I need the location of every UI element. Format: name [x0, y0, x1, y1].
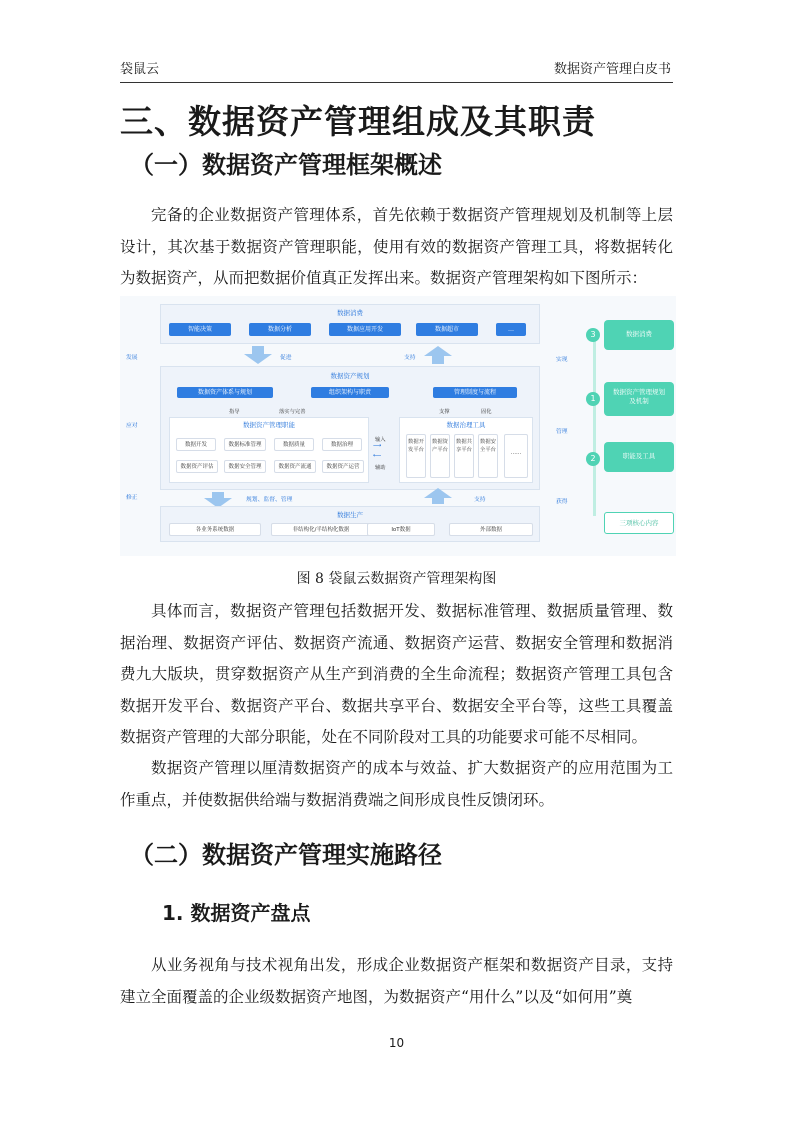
up-arrow-stem: [432, 498, 444, 504]
paragraph-2: 具体而言，数据资产管理包括数据开发、数据标准管理、数据质量管理、数据治理、数据资产评估、数据资产流通、数据资产运营、数据安全管理和数据消费九大版块，贯穿数据资产从生产到消费的全生命流程；数据资产管理工具包含数据开发平台、数据资产平台、数据共享平台、数据安全平台等，这些工具覆盖数据资产管理的大部分职能，处在不同阶段对工具的功能要求可能不尽相同。: [120, 602, 673, 746]
consume-item: 数据超市: [416, 323, 478, 336]
produce-item: 外部数据: [449, 523, 533, 536]
func-item: 数据开发: [176, 438, 216, 451]
solidify-label: 固化: [481, 409, 492, 415]
plan-title: 数据资产规划: [330, 372, 370, 380]
figure-caption: 图 8 袋鼠云数据资产管理架构图: [296, 571, 497, 587]
down-arrow: [244, 354, 272, 364]
core-content-box: 三项核心内容: [604, 512, 674, 534]
green-number: 2: [586, 452, 600, 466]
plan-panel: [160, 366, 540, 490]
plan-item: 管理制度与流程: [433, 387, 517, 398]
consume-panel: [160, 304, 540, 344]
support-mid-label: 支撑: [439, 409, 450, 415]
plan-item: 组织架构与职责: [311, 387, 389, 398]
flow-support-bottom-label: 支持: [474, 497, 486, 503]
left-arrow-icon: ⟵: [373, 453, 382, 459]
func-item: 数据安全管理: [224, 460, 266, 473]
land-label: 落实与完善: [279, 409, 306, 415]
green-item-label: 数据资产管理规划及机制: [613, 388, 665, 405]
left-label: 修正: [126, 495, 138, 501]
consume-item: 数据分析: [249, 323, 311, 336]
func-item: 数据标准管理: [224, 438, 266, 451]
right-label: 获得: [556, 499, 568, 505]
header-right: 数据资产管理白皮书: [553, 62, 671, 77]
tool-item: ……: [504, 434, 528, 478]
right-label: 实现: [556, 357, 568, 363]
tool-item: 数据安全平台: [478, 434, 498, 478]
down-arrow-stem: [212, 492, 224, 498]
plan-item: 数据资产体系与规划: [177, 387, 273, 398]
func-item: 数据资产评估: [176, 460, 218, 473]
flow-plan-label: 规划、监督、管理: [246, 497, 293, 503]
subsection-title-2: （二）数据资产管理实施路径: [130, 841, 442, 869]
consume-title: 数据消费: [337, 309, 363, 317]
produce-item: 各业务系统数据: [169, 523, 261, 536]
left-label: 发展: [126, 355, 138, 361]
tool-item: 数据资产平台: [430, 434, 450, 478]
consume-item: 数据应用开发: [329, 323, 401, 336]
paragraph-4: 从业务视角与技术视角出发，形成企业数据资产框架和数据资产目录，支持建立全面覆盖的企业级数据资产地图，为数据资产“用什么”以及“如何用”奠: [120, 956, 673, 1006]
paragraph-1: 完备的企业数据资产管理体系，首先依赖于数据资产管理规划及机制等上层设计，其次基于数据资产管理职能，使用有效的数据资产管理工具，将数据转化为数据资产，从而把数据价值真正发挥出来。数据资产管理架构如下图所示：: [120, 206, 673, 287]
green-number: 3: [586, 328, 600, 342]
subsubsection-title: 1. 数据资产盘点: [162, 901, 311, 925]
consume-item: 智能决策: [169, 323, 231, 336]
header-left: 袋鼠云: [120, 62, 160, 77]
green-item-label: 数据消费: [626, 330, 652, 338]
right-arrow-icon: ⟶: [373, 443, 382, 449]
func-title: 数据资产管理职能: [243, 421, 295, 429]
assist-label: 辅助: [375, 465, 386, 471]
up-arrow: [424, 346, 452, 356]
tools-title: 数据治理工具: [446, 421, 486, 429]
paragraph-3: 数据资产管理以厘清数据资产的成本与效益、扩大数据资产的应用范围为工作重点，并使数据供给端与数据消费端之间形成良性反馈闭环。: [120, 759, 673, 809]
produce-item: 非结构化/半结构化数据: [271, 523, 371, 536]
func-panel: [169, 417, 369, 483]
produce-panel: [160, 506, 540, 542]
func-item: 数据资产流通: [274, 460, 316, 473]
right-label: 管理: [556, 429, 568, 435]
left-label: 应对: [126, 423, 138, 429]
produce-item: IoT数据: [367, 523, 435, 536]
up-arrow: [424, 488, 452, 498]
func-item: 数据治理: [322, 438, 362, 451]
tools-panel: [399, 417, 533, 483]
green-item: [604, 382, 674, 416]
tool-item: 数据共享平台: [454, 434, 474, 478]
func-item: 数据质量: [274, 438, 314, 451]
section-title: 三、数据资产管理组成及其职责: [120, 102, 596, 141]
consume-item: …: [496, 323, 526, 336]
guide-label: 指导: [229, 409, 240, 415]
produce-title: 数据生产: [337, 511, 363, 519]
flow-support-label: 支持: [404, 355, 416, 361]
subsection-title-1: （一）数据资产管理框架概述: [130, 151, 442, 179]
architecture-diagram: [120, 296, 676, 556]
func-item: 数据资产运营: [322, 460, 364, 473]
green-item: [604, 442, 674, 472]
header-rule: [120, 82, 673, 83]
green-item-label: 职能及工具: [622, 452, 656, 460]
up-arrow-stem: [432, 356, 444, 364]
page-number: 10: [388, 1036, 405, 1050]
flow-promote-label: 促进: [280, 355, 292, 361]
green-connector: [593, 340, 596, 516]
green-number: 1: [586, 392, 600, 406]
green-item: [604, 320, 674, 350]
down-arrow-stem: [252, 346, 264, 354]
tool-item: 数据开发平台: [406, 434, 426, 478]
input-label: 输入: [375, 437, 386, 443]
